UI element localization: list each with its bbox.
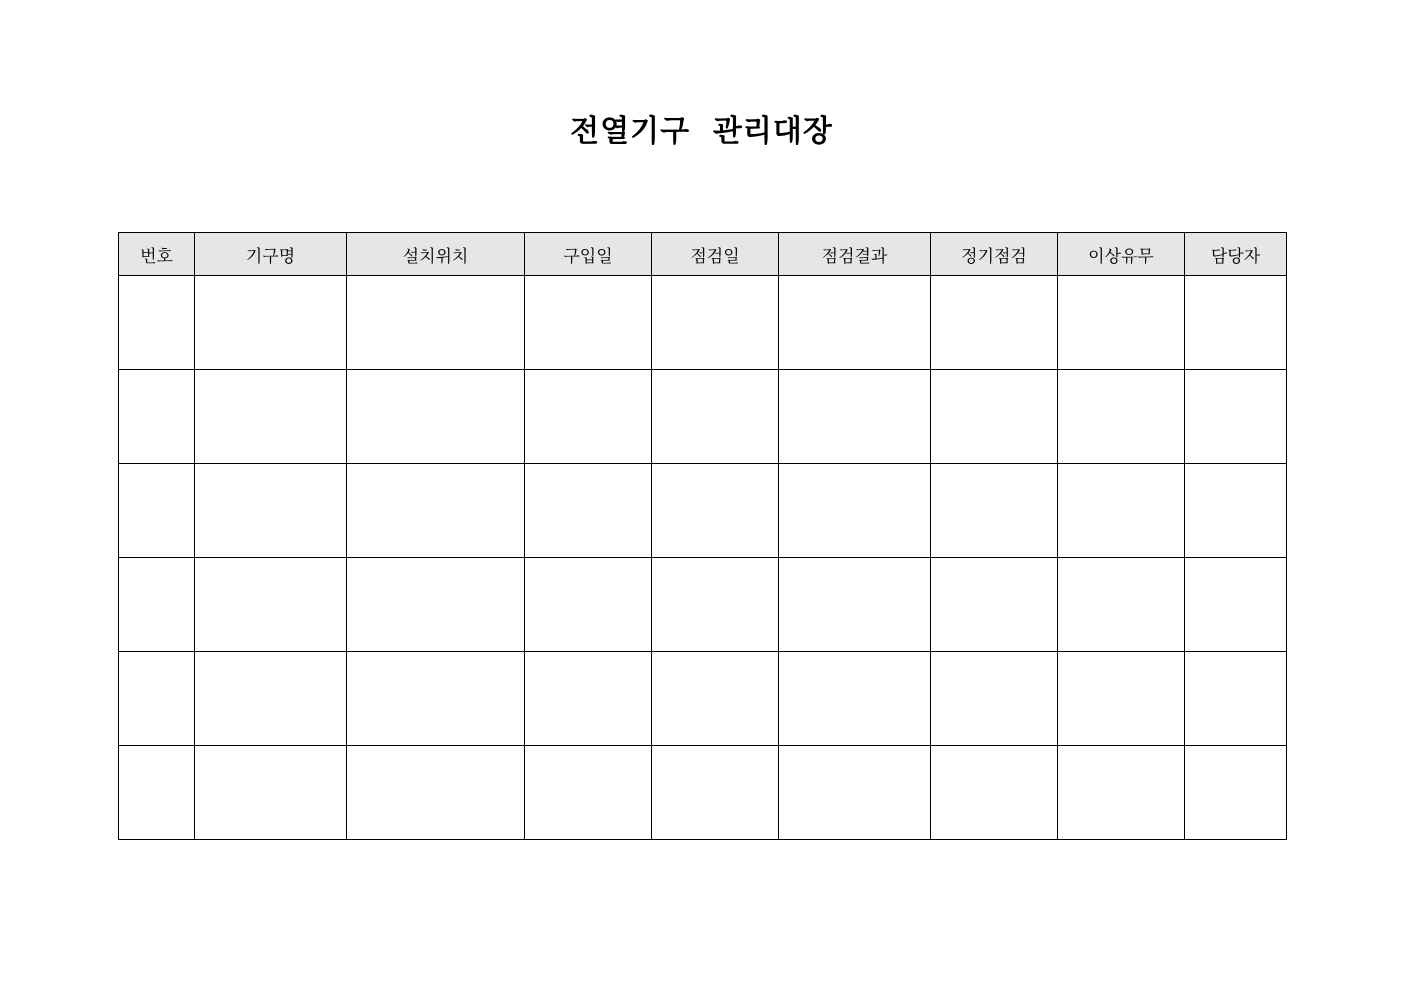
table-cell[interactable] — [195, 276, 347, 370]
table-cell[interactable] — [931, 276, 1058, 370]
table-cell[interactable] — [931, 370, 1058, 464]
table-row — [119, 746, 1287, 840]
table-row — [119, 276, 1287, 370]
table-cell[interactable] — [1185, 558, 1287, 652]
table-cell[interactable] — [347, 652, 525, 746]
table-row — [119, 558, 1287, 652]
table-cell[interactable] — [1058, 652, 1185, 746]
table-cell[interactable] — [195, 652, 347, 746]
table-cell[interactable] — [525, 276, 652, 370]
table-cell[interactable] — [119, 652, 195, 746]
table-cell[interactable] — [1058, 746, 1185, 840]
table-cell[interactable] — [119, 370, 195, 464]
table-cell[interactable] — [1185, 652, 1287, 746]
table-cell[interactable] — [195, 370, 347, 464]
table-cell[interactable] — [347, 558, 525, 652]
table-cell[interactable] — [779, 370, 931, 464]
table-row — [119, 652, 1287, 746]
table-cell[interactable] — [652, 558, 779, 652]
table-cell[interactable] — [652, 652, 779, 746]
table-cell[interactable] — [195, 464, 347, 558]
table-cell[interactable] — [652, 276, 779, 370]
table-cell[interactable] — [1058, 464, 1185, 558]
table-cell[interactable] — [525, 652, 652, 746]
table-cell[interactable] — [119, 464, 195, 558]
table-cell[interactable] — [1185, 746, 1287, 840]
table-cell[interactable] — [525, 464, 652, 558]
table-row — [119, 464, 1287, 558]
table-cell[interactable] — [931, 558, 1058, 652]
table-cell[interactable] — [931, 652, 1058, 746]
table-row — [119, 370, 1287, 464]
table-cell[interactable] — [1185, 464, 1287, 558]
table-cell[interactable] — [347, 276, 525, 370]
table-cell[interactable] — [525, 370, 652, 464]
table-cell[interactable] — [195, 746, 347, 840]
column-header-inspection-date: 점검일 — [652, 233, 779, 276]
table-cell[interactable] — [1185, 276, 1287, 370]
table-cell[interactable] — [347, 746, 525, 840]
table-cell[interactable] — [652, 464, 779, 558]
table-cell[interactable] — [1058, 558, 1185, 652]
table-cell[interactable] — [779, 652, 931, 746]
table-header-row — [119, 233, 1287, 276]
table-cell[interactable] — [779, 276, 931, 370]
table-cell[interactable] — [347, 370, 525, 464]
column-header-purchase-date: 구입일 — [525, 233, 652, 276]
table-cell[interactable] — [525, 746, 652, 840]
table-cell[interactable] — [779, 464, 931, 558]
table-cell[interactable] — [652, 746, 779, 840]
column-header-manager: 담당자 — [1185, 233, 1287, 276]
appliance-ledger-table — [118, 232, 1287, 840]
column-header-appliance-name: 기구명 — [195, 233, 347, 276]
table-body — [119, 276, 1287, 840]
column-header-install-location: 설치위치 — [347, 233, 525, 276]
column-header-inspection-result: 점검결과 — [779, 233, 931, 276]
table-cell[interactable] — [652, 370, 779, 464]
table-cell[interactable] — [1185, 370, 1287, 464]
table-cell[interactable] — [931, 746, 1058, 840]
column-header-abnormality: 이상유무 — [1058, 233, 1185, 276]
table-cell[interactable] — [779, 746, 931, 840]
table-cell[interactable] — [1058, 370, 1185, 464]
table-cell[interactable] — [195, 558, 347, 652]
table-cell[interactable] — [931, 464, 1058, 558]
table-cell[interactable] — [1058, 276, 1185, 370]
table-cell[interactable] — [119, 746, 195, 840]
table-cell[interactable] — [119, 558, 195, 652]
document-title: 전열기구 관리대장 — [570, 114, 833, 149]
table-cell[interactable] — [779, 558, 931, 652]
column-header-number: 번호 — [119, 233, 195, 276]
table-cell[interactable] — [119, 276, 195, 370]
table-cell[interactable] — [347, 464, 525, 558]
column-header-regular-inspection: 정기점검 — [931, 233, 1058, 276]
table-cell[interactable] — [525, 558, 652, 652]
